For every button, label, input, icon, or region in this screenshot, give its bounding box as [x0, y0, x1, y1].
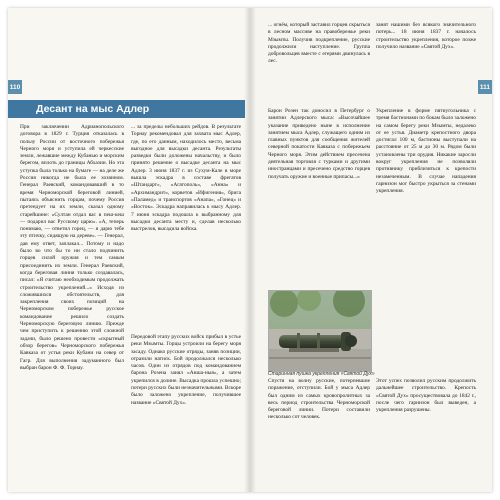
right-column-4: Этот успех позволил русским продолжить дальнейшее строительство. Крепость «Святой Дух» просуществовала до 1842 г., после чего гарнизон был выведен, а укрепления разрушены. — [376, 378, 476, 414]
left-page — [8, 8, 250, 492]
section-heading: Десант на мыс Адлер — [8, 100, 245, 118]
right-column-3: Спустя на волну русские, потерпевшие поражение, отступили. Бой у мыса Адлер был одним из самых кровопролитных за весь период строительства Черноморской береговой линии. Потери составили несколько сот человек. — [268, 378, 370, 421]
page-number-right: 111 — [478, 80, 492, 94]
right-column-1: Барон Розен так доносил в Петербург о занятии Адлерского мыса: «Высочайшее указание приведено ныне в исполнение занятием мыса Адлер, служащего одним из главных пунктов для сообщения жителей северной покатости Кавказа с побережьем Черного моря. Этим действием пресечена деятельная торговля с турками и другими иностранцами и пресечено средство горцев получать оружие и военные припасы...» — [268, 108, 370, 180]
right-column-2: Укрепление в форме пятиугольника с тремя бастионами по бокам было заложено на самом берегу реки Мзымты, недалеко от ее устья. Диаметр крепостного двора достигал 100 м, бастионы выступали на расстояние от 25 м до 30 м. Рядом были установлены три орудия. Никакие заросли вокруг укрепления не позволяли противнику приблизиться к крепости незамеченным. В случае нападения гарнизон мог быстро укрыться за стенами укрепления. — [376, 108, 476, 195]
photo-caption: Старинная пушка укрепления «Святой Дух» — [268, 371, 375, 377]
page-number-left: 110 — [8, 80, 22, 94]
left-column-2: ... за пределы небольших рейдов. В результате Торнау рекомендовал для захвата мыс Адлер, где, по его данным, находилось место, весьма выгодное для высадки десанта. Результаты разведки были доложены начальству, и было принято решение о высадке десанта на мыс Адлер. 3 июня 1837 г. из Сухум-Кале в море вышла эскадра в составе фрегатов «Штандарт», «Агатополь», «Анна» и «Архимандрит», корветов «Ифигения», брига «Паламед» и транспортов «Анапа», «Гонец» и «Восток». Эскадра направилась к мысу Адлер. 7 июня эскадра подошла к выбранному для высадки десанта месту и, сделав несколько выстрелов, высадила войска. — [131, 124, 241, 233]
book-spread — [8, 8, 492, 492]
right-top-column-1: ... огнём, который заставил горцев скрыться в лесном массиве на правобережье реки Мзымты. Получив подкрепление, русские продолжили наступление. Группа добровольцев вместе с егерями двинулась в лес. — [268, 22, 370, 65]
cannon-photo — [268, 290, 372, 372]
book-gutter — [244, 8, 256, 492]
left-column-1: При заключении Адрианопольского договора в 1829 г. Турция отказалась в пользу России от восточного побережья Черного моря и уступила ей черкесские земли, лежавшие между Кубанью и морским берегом, вплоть до границы Абхазии. Но эта уступка была только на бумаге — на деле же Россия никогда не была ее хозяином. Генерал Раевский, командовавший в то время Черноморской береговой линией, пытаясь объяснить горцам, почему Россия претендует на их земли, сказал одному старейшине: «Султан отдал вас в пеш-кеш — подарил вас Русскому царю». «А, теперь понимаю, — ответил горец, — я дарю тебе эту птичку, сидящую на дереве». — Генерал, дав ему ответ, заплакал... Потому и надо было во что бы то ни стало подчинить горцев силой оружия и тем самым присоединить их земли. Генерал Раевский, когда береговая линия только создавалась, писал: «Я считаю необходимым продолжать строительство укреплений...» Исходя из сложившихся обстоятельств, для закрепления своих позиций на Черноморском побережье русское командование решило создать Черноморскую береговую линию. Прежде чем приступить к решению этой сложной задачи, было решено провести «скрытный обзор берегов» Черноморского побережья Кавказа от устья реки Кубани на север от Гагр. Для выполнения задуманного был выбран барон Ф. Ф. Торнау. — [20, 124, 124, 371]
right-page — [250, 8, 492, 492]
right-top-column-2: занят нашими без всякого значительного потерь... 18 июня 1837 г. началось строительство укрепления, которое позже получило название «Святой Дух». — [376, 22, 476, 50]
left-column-2-continued: Передовой этапу русских войск прибыл в устье реки Мзымты. Горцы устроили на берегу моря засаду. Однако русские отряды, заняв позиции, отразили натиск. Бой продолжался несколько часов. Один из отрядов под командованием барона Розена занял «Анша-ныя», а затем укрепился в долине. Высадка прошла успешно; потери русских были незначительными. Вскоре было заложено укрепление, получившее название «Святой Дух». — [131, 334, 241, 406]
